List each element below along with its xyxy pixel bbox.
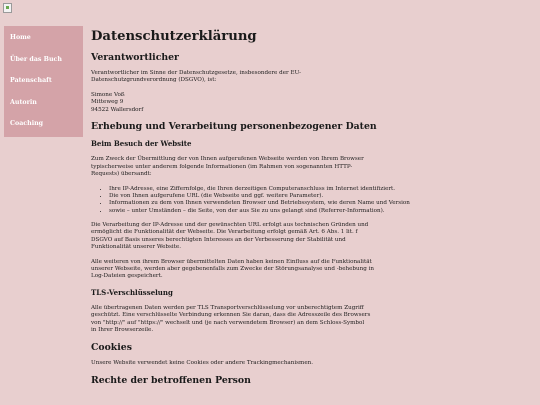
text-line: typischerweise unter anderem folgende Informationen (im Rahmen von sogenannten HTTP- [91,163,353,170]
main-content [91,26,501,393]
heading-verantwortlicher: Verantwortlicher [91,52,179,63]
subheading-beim-besuch: Beim Besuch der Website [91,139,192,149]
subheading-tls: TLS-Verschlüsselung [91,288,173,298]
text-line: Log-Dateien gespeichert. [91,273,163,280]
heading-rechte: Rechte der betroffenen Person [91,374,251,386]
list-item: • Die von Ihnen aufgerufene URL (die Webseite und ggf. weitere Parameter). [109,193,501,200]
erhebung-paragraph-1 [91,156,501,178]
text-line: Verantwortlicher im Sinne der Datenschutzgesetze, insbesondere der EU- [91,70,302,76]
address-block [91,92,501,114]
nav-item-coaching[interactable]: Coaching [10,120,44,127]
text-line: Die Verarbeitung der IP-Adresse und der gewünschten URL erfolgt aus technischen Gründen und [91,222,369,229]
page-title: Datenschutzerklärung [91,29,257,44]
erhebung-paragraph-3 [91,259,501,281]
erhebung-paragraph-2 [91,222,501,251]
text-line: unserer Webseite, werden aber gegebenenfalls zum Zwecke der Störungsanalyse und -behebung in [91,266,374,273]
cookies-paragraph: Unsere Website verwendet keine Cookies oder andere Trackingmechanismen. [91,359,314,366]
text-line: Alle weiteren von ihrem Browser übermittelten Daten haben keinen Einfluss auf die Funktionalität [91,258,372,265]
text-line: Zum Zweck der Übermittlung der von Ihnen aufgerufenen Webseite werden von Ihrem Browser [91,156,364,163]
tls-paragraph [91,305,501,334]
list-item: • Ihre IP-Adresse, eine Ziffernfolge, die Ihren derzeitigen Computeranschluss im Internet identifiziert. [109,186,501,193]
nav-item-autorin[interactable]: Autorin [10,98,37,106]
text-line: Funktionalität unserer Website. [91,243,182,250]
nav-item-patenschaft[interactable]: Patenschaft [10,77,52,84]
text-line: von "http://" auf "https://" wechselt und (je nach verwendetem Browser) an dem Schloss-Symbol [91,319,365,326]
address-street: Mitteweg 9 [91,99,124,106]
transmitted-data-list [91,186,501,215]
text-line: geschützt. Eine verschlüsselte Verbindung erkennen Sie daran, dass die Adresszeile des Browsers [91,312,371,319]
text-line: in Ihrer Browserzeile. [91,327,154,334]
sidebar-nav [4,26,83,137]
list-item: • Informationen zu dem von Ihnen verwendeten Browser und Betriebssystem, wie deren Name und Version [109,200,501,207]
address-city: 94522 Wallersdorf [91,106,144,113]
nav-item-ueber-das-buch[interactable]: Über das Buch [10,55,62,63]
text-line: ermöglicht die Funktionalität der Webseite. Die Verarbeitung erfolgt gemäß Art. 6 Abs. 1 lit. f [91,229,358,236]
heading-erhebung: Erhebung und Verarbeitung personenbezogener Daten [91,121,377,133]
address-name: Simone Voß [91,92,125,99]
verantwortlicher-intro [91,70,501,85]
text-line: Alle übertragenen Daten werden per TLS Transportverschlüsselung vor unberechtigtem Zugriff [91,305,364,312]
broken-image-icon [3,3,12,13]
text-line: Datenschutzgrundverordnung (DSGVO), ist: [91,77,217,84]
text-line: Requests) übersandt: [91,171,152,178]
heading-cookies: Cookies [91,341,132,353]
nav-item-home[interactable]: Home [10,34,31,41]
list-item: • sowie – unter Umständen – die Seite, von der aus Sie zu uns gelangt sind (Referrer-Information). [109,208,501,215]
text-line: DSGVO auf Basis unseres berechtigten Interesses an der Verbesserung der Stabilität und [91,236,346,243]
